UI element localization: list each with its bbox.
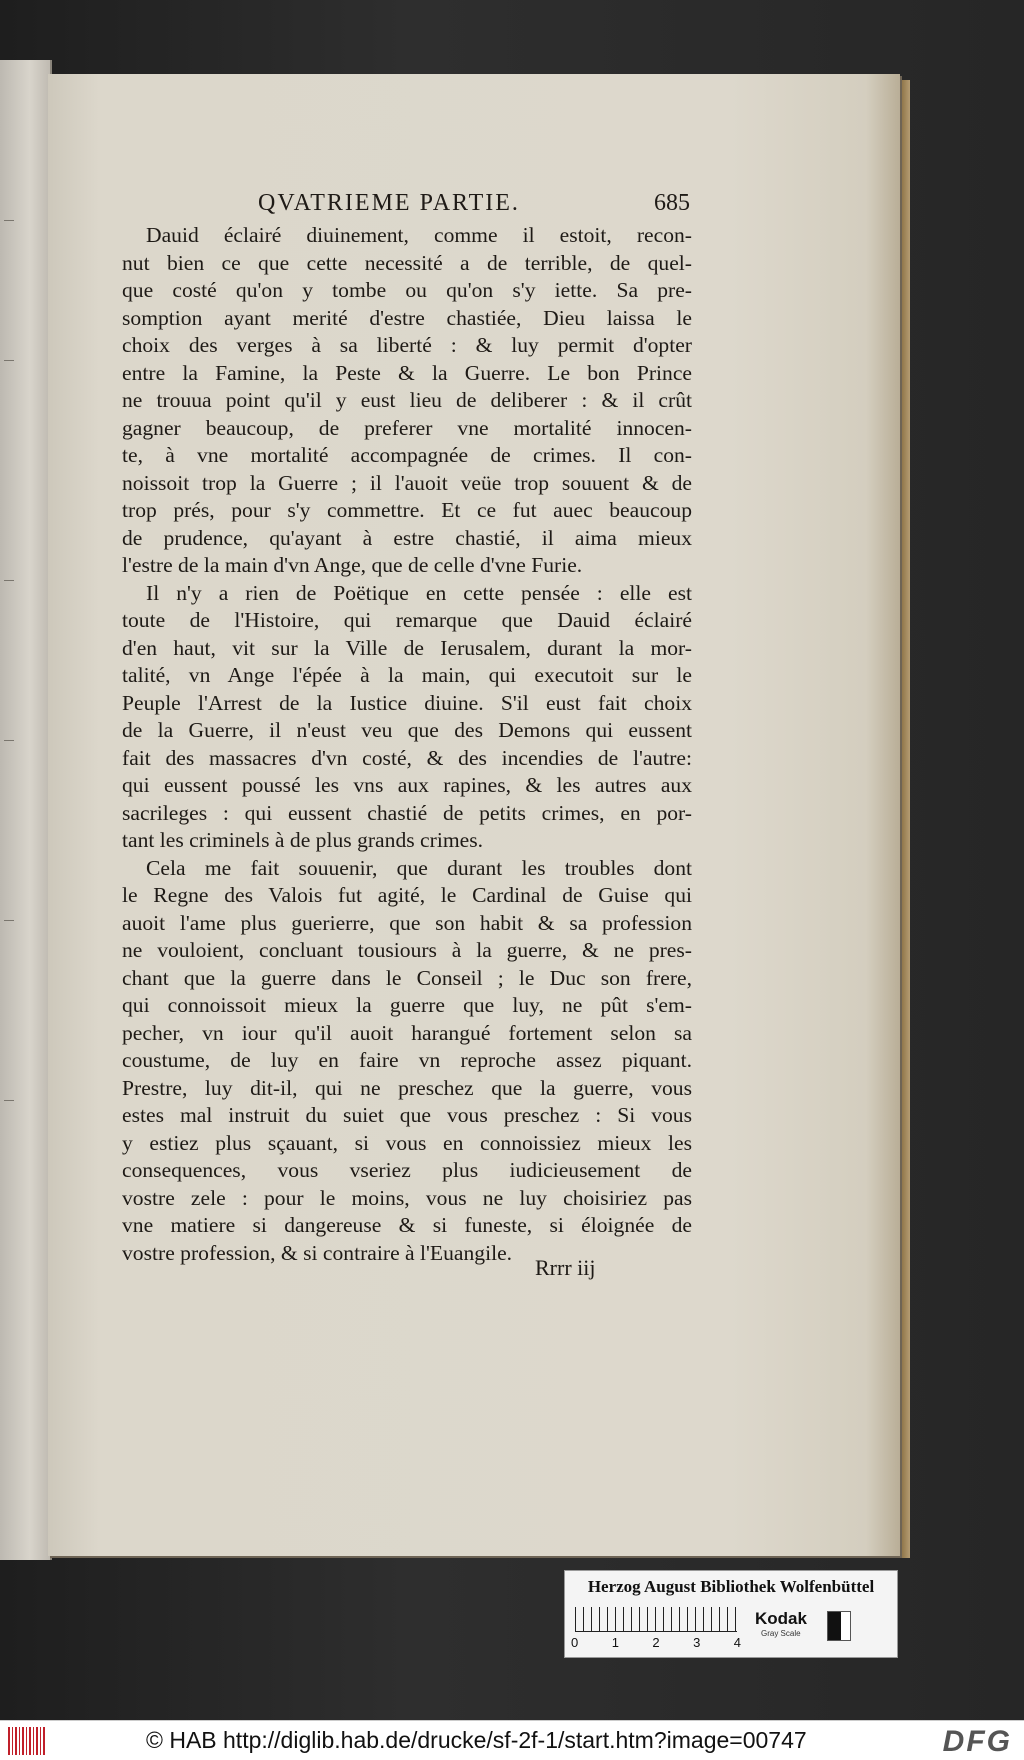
text-line: sacrileges : qui eussent chastié de petits crimes, en por- (122, 800, 692, 825)
footer-bar (0, 1720, 1024, 1760)
text-line: que costé qu'on y tombe ou qu'on s'y iette. Sa pre- (122, 278, 692, 302)
body-text (122, 222, 692, 1267)
text-line: tant les criminels à de plus grands crimes. (122, 828, 483, 852)
text-line: talité, vn Ange l'épée à la main, qui executoit sur le (122, 663, 692, 687)
text-line: qui connoissoit mieux la guerre que luy, ne pût s'em- (122, 993, 692, 1017)
text-line: Prestre, luy dit-il, qui ne preschez que la guerre, vous (122, 1075, 692, 1100)
text-line: Dauid éclairé diuinement, comme il estoit, recon- (146, 223, 692, 247)
ruler-number: 1 (611, 1635, 619, 1650)
ruler-number: 0 (571, 1635, 579, 1650)
page-number: 685 (654, 190, 690, 216)
text-line: vne matiere si dangereuse & si funeste, si éloignée de (122, 1213, 692, 1237)
text-line: qui eussent poussé les vns aux rapines, & les autres aux (122, 773, 692, 797)
text-line: estes mal instruit du suiet que vous preschez : Si vous (122, 1103, 692, 1127)
text-line: te, à vne mortalité accompagnée de crimes. Il con- (122, 443, 692, 467)
text-line: pecher, vn iour qu'il auoit harangué fortement selon sa (122, 1020, 692, 1045)
ruler-number: 3 (693, 1635, 701, 1650)
text-line: de prudence, qu'ayant à estre chastié, il aima mieux (122, 525, 692, 550)
text-line: de la Guerre, il n'eust veu que des Demons qui eussent (122, 718, 692, 742)
signature-mark: Rrrr iij (535, 1255, 596, 1280)
text-line: Il n'y a rien de Poëtique en cette pensée : elle est (146, 580, 692, 605)
text-line: nut bien ce que cette necessité a de terrible, de quel- (122, 250, 692, 275)
text-line: trop prés, pour s'y commettre. Et ce fut auec beaucoup (122, 498, 692, 522)
text-line: Peuple l'Arrest de la Iustice diuine. S'il eust fait choix (122, 690, 692, 715)
text-line: ne trouua point qu'il y eust lieu de deliberer : & il crût (122, 388, 692, 412)
gray-scale-label: Gray Scale (761, 1629, 801, 1638)
text-line: d'en haut, vit sur la Ville de Ierusalem, durant la mor- (122, 635, 692, 660)
ruler-numbers (571, 1635, 741, 1650)
running-head (120, 190, 690, 222)
text-line: auoit l'ame plus guerierre, que son habit & sa profession (122, 910, 692, 935)
text-line: choix des verges à sa liberté : & luy permit d'opter (122, 333, 692, 357)
ruler-number: 2 (652, 1635, 660, 1650)
text-line: coustume, de luy en faire vn reproche assez piquant. (122, 1048, 692, 1072)
dfg-logo: DFG (942, 1725, 1012, 1758)
text-line: l'estre de la main d'vn Ange, que de celle d'vne Furie. (122, 553, 583, 577)
barcode-icon (8, 1727, 46, 1755)
text-line: gagner beaucoup, de preferer vne mortalité innocen- (122, 415, 692, 440)
text-line: noissoit trop la Guerre ; il l'auoit veüe trop souuent & de (122, 470, 692, 495)
facing-page-edge (0, 60, 52, 1560)
text-line: entre la Famine, la Peste & la Guerre. Le bon Prince (122, 360, 692, 385)
library-name: Herzog August Bibliothek Wolfenbüttel (587, 1577, 875, 1596)
text-line: somption ayant merité d'estre chastiée, Dieu laissa le (122, 305, 692, 330)
text-line: vostre profession, & si contraire à l'Euangile. (122, 1240, 513, 1265)
ruler-number: 4 (733, 1635, 741, 1650)
text-line: chant que la guerre dans le Conseil ; le Duc son frere, (122, 965, 692, 990)
text-line: toute de l'Histoire, qui remarque que Dauid éclairé (122, 608, 692, 632)
text-line: ne vouloient, concluant tousiours à la guerre, & ne pres- (122, 938, 692, 962)
gray-swatch (827, 1611, 851, 1641)
footer-credit[interactable]: © HAB http://diglib.hab.de/drucke/sf-2f-1/start.htm?image=00747 (146, 1727, 807, 1753)
library-label (564, 1570, 898, 1658)
text-line: fait des massacres d'vn costé, & des incendies de l'autre: (122, 745, 692, 770)
running-title: QVATRIEME PARTIE. (258, 190, 520, 216)
kodak-logo: Kodak (755, 1609, 807, 1628)
text-line: le Regne des Valois fut agité, le Cardinal de Guise qui (122, 883, 692, 907)
text-line: vostre zele : pour le moins, vous ne luy choisiriez pas (122, 1185, 692, 1210)
scale-ruler (575, 1607, 737, 1632)
text-line: Cela me fait souuenir, que durant les troubles dont (146, 855, 692, 880)
text-line: consequences, vous vseriez plus iudicieusement de (122, 1158, 692, 1182)
text-line: y estiez plus sçauant, si vous en connoissiez mieux les (122, 1130, 692, 1155)
